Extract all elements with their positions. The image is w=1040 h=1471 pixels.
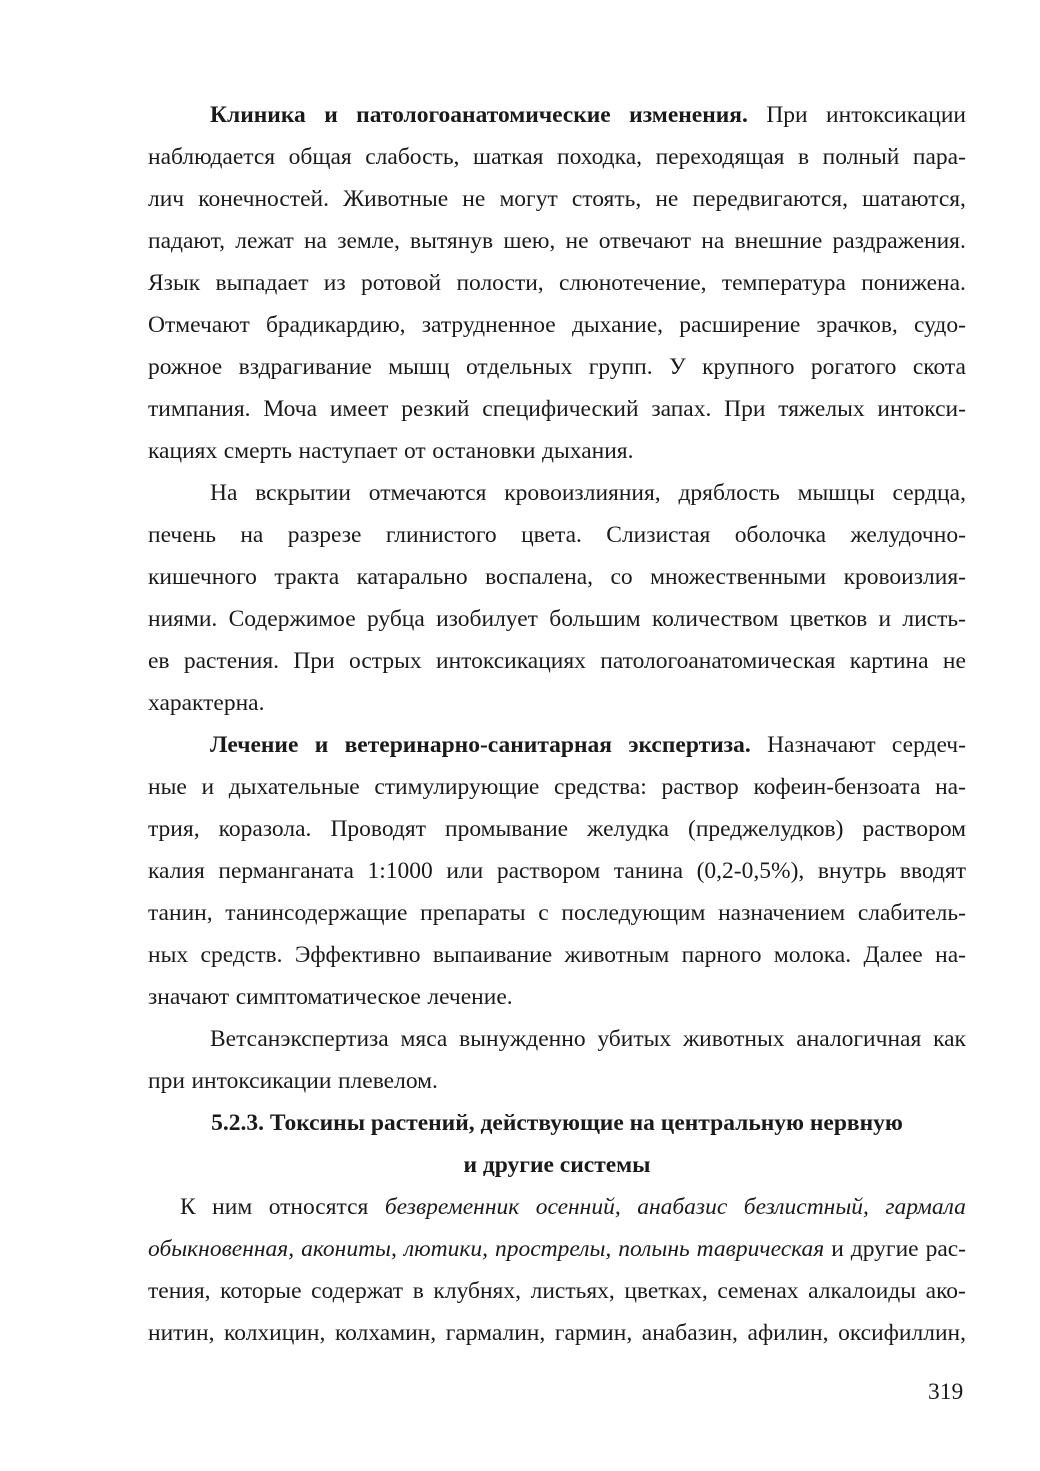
italic-word: лютики, [403, 1236, 488, 1262]
word: убитых [597, 1026, 672, 1052]
italic-word: анабазис [637, 1194, 728, 1220]
word: ные [148, 774, 187, 800]
word: тения, [148, 1278, 211, 1304]
word: Моча [263, 396, 318, 422]
word: афилин, [747, 1320, 829, 1346]
section-heading-word: Лечение [210, 732, 299, 758]
text-line [148, 1060, 966, 1102]
word: ных [148, 942, 189, 968]
word: шею, [503, 228, 556, 254]
word: ев [148, 648, 170, 674]
word: рубца [366, 606, 425, 632]
word: отвечают [598, 228, 692, 254]
word: остановки [432, 438, 536, 464]
italic-word: гармала [885, 1194, 966, 1220]
word: тяжелых [778, 396, 865, 422]
word: брадикардию, [265, 312, 406, 338]
word: печень [148, 522, 216, 548]
word: 1:1000 [367, 858, 433, 884]
word: наблюдается [148, 144, 276, 170]
word: интоксикации [826, 102, 966, 128]
word: цветках, [624, 1278, 708, 1304]
text-line [148, 388, 966, 430]
word: листьях, [530, 1278, 615, 1304]
word: слабость, [365, 144, 460, 170]
word: кровоизлияния, [504, 480, 661, 506]
text-line [148, 556, 966, 598]
word: колхицин, [224, 1320, 326, 1346]
text-line [148, 640, 966, 682]
word: земле, [337, 228, 400, 254]
text-line [148, 682, 966, 724]
word: Проводят [330, 816, 426, 842]
word: ним [212, 1194, 253, 1220]
word: шатаются, [862, 186, 966, 212]
word: расширение [679, 312, 801, 338]
section-heading-word: и [314, 732, 329, 758]
text-line [148, 724, 966, 766]
word: зрачков, [816, 312, 898, 338]
section-heading-word: изменения. [629, 102, 748, 128]
text-line [148, 766, 966, 808]
word: острых [349, 648, 422, 674]
word: гармалин, [445, 1320, 546, 1346]
word: резкий [401, 396, 470, 422]
word: сердца, [892, 480, 966, 506]
word: количеством [651, 606, 779, 632]
text-line [148, 892, 966, 934]
word: цвета. [521, 522, 582, 548]
word: ниями. [148, 606, 218, 632]
text-line [148, 514, 966, 556]
word: При [724, 396, 766, 422]
word: лечение. [427, 984, 513, 1010]
word: животных [682, 1026, 785, 1052]
word: слюнотечение, [558, 270, 707, 296]
word: патологоанатомическая [600, 648, 836, 674]
word: сердеч- [891, 732, 966, 758]
word: Животные [343, 186, 449, 212]
italic-word: прострелы, [494, 1236, 612, 1262]
word: (0,2-0,5%), [696, 858, 805, 884]
word: средства: [554, 774, 647, 800]
word: скота [912, 354, 966, 380]
word: падают, [148, 228, 226, 254]
word: тимпания. [148, 396, 251, 422]
word: в [412, 1278, 424, 1304]
word: ротовой [360, 270, 442, 296]
word: гармин, [554, 1320, 633, 1346]
text-line [148, 1312, 966, 1354]
word: (преджелудков) [688, 816, 844, 842]
word: На [210, 480, 238, 506]
page-number: 319 [928, 1379, 964, 1405]
word: кациях [148, 438, 218, 464]
section-heading-word: и [324, 102, 338, 128]
text-line [148, 262, 966, 304]
word: кофеин-бензоата [753, 774, 921, 800]
word: оксифиллин, [838, 1320, 966, 1346]
word: запах. [651, 396, 712, 422]
italic-word: безлистный, [743, 1194, 869, 1220]
word: листь- [902, 606, 966, 632]
word: раствором [862, 816, 966, 842]
word: пара- [912, 144, 966, 170]
italic-word: безвременник [384, 1194, 520, 1220]
word: вытянув [410, 228, 494, 254]
word: животным [564, 942, 670, 968]
word: с [538, 900, 549, 926]
word: лежат [235, 228, 294, 254]
word: от [403, 438, 426, 464]
word: При [766, 102, 808, 128]
word: клубнях, [433, 1278, 521, 1304]
word: растения. [183, 648, 280, 674]
text-line [148, 178, 966, 220]
text-line [148, 136, 966, 178]
word: разрезе [287, 522, 362, 548]
section-title: 5.2.3. Токсины растений, действующие на центральную нервную [211, 1110, 903, 1136]
page-body [148, 94, 966, 1354]
word: вскрытии [255, 480, 351, 506]
word: характерна. [148, 690, 265, 716]
word: из [323, 270, 346, 296]
word: передвигаются, [692, 186, 848, 212]
word: танина [613, 858, 684, 884]
word: Отмечают [148, 312, 250, 338]
section-heading-word: экспертиза. [628, 732, 751, 758]
word: отмечаются [368, 480, 487, 506]
word: дыхания. [542, 438, 634, 464]
word: полный [822, 144, 900, 170]
word: Эффективно [294, 942, 421, 968]
word: которые [220, 1278, 302, 1304]
word: не [462, 186, 486, 212]
word: семенах [717, 1278, 799, 1304]
word: последующим [561, 900, 706, 926]
word: переходящая [655, 144, 785, 170]
word: на- [935, 942, 966, 968]
word: не [942, 648, 966, 674]
italic-word: акониты, [301, 1236, 397, 1262]
word: калия [148, 858, 205, 884]
text-line [148, 304, 966, 346]
text-line [148, 346, 966, 388]
word: Язык [148, 270, 201, 296]
word: в [798, 144, 810, 170]
word: препараты [420, 900, 526, 926]
word: нитин, [148, 1320, 215, 1346]
word: Далее [863, 942, 923, 968]
word: и [831, 1236, 844, 1262]
word: желудка [587, 816, 669, 842]
word: содержат [311, 1278, 404, 1304]
word: выпаивание [432, 942, 553, 968]
word: множественными [650, 564, 827, 590]
word: полости, [456, 270, 544, 296]
word: дряблость [678, 480, 780, 506]
word: на [303, 228, 327, 254]
word: крупного [702, 354, 795, 380]
word: перманганата [218, 858, 354, 884]
word: аналогичная [796, 1026, 922, 1052]
word: конечностей. [198, 186, 329, 212]
word: интоксикации [191, 1068, 332, 1094]
word: смерть [223, 438, 292, 464]
word: кровоизлия- [843, 564, 966, 590]
word: относятся [268, 1194, 369, 1220]
text-line [148, 1018, 966, 1060]
word: симптоматическое [235, 984, 421, 1010]
word: ако- [925, 1278, 966, 1304]
word: Ветсанэкспертиза [210, 1026, 389, 1052]
word: У [669, 354, 686, 380]
word: групп. [588, 354, 653, 380]
word: мяса [400, 1026, 448, 1052]
text-line [148, 1270, 966, 1312]
word: желудочно- [850, 522, 966, 548]
word: и [201, 774, 215, 800]
word: раздражения. [832, 228, 966, 254]
word: воспалена, [485, 564, 594, 590]
word: катарально [356, 564, 468, 590]
word: имеет [329, 396, 389, 422]
word: вздрагивание [238, 354, 372, 380]
text-line [148, 1186, 966, 1228]
word: цветков [789, 606, 868, 632]
word: значают [148, 984, 230, 1010]
word: промывание [445, 816, 569, 842]
word: алкалоиды [808, 1278, 917, 1304]
word: рогатого [810, 354, 897, 380]
word: оболочка [734, 522, 827, 548]
word: другие [850, 1236, 919, 1262]
text-line [148, 934, 966, 976]
word: изобилует [436, 606, 538, 632]
word: средств. [200, 942, 283, 968]
italic-word: полынь [618, 1236, 690, 1262]
word: как [933, 1026, 966, 1052]
word: анабазин, [641, 1320, 738, 1346]
word: плевелом. [337, 1068, 438, 1094]
text-line [148, 472, 966, 514]
word: специфический [482, 396, 639, 422]
word: кишечного [148, 564, 257, 590]
word: при [148, 1068, 185, 1094]
word: дыхание, [571, 312, 664, 338]
word: танин, [148, 900, 213, 926]
word: или [446, 858, 484, 884]
word: внешние [734, 228, 823, 254]
italic-word: таврическая [696, 1236, 825, 1262]
word: на- [935, 774, 966, 800]
word: дыхательные [228, 774, 360, 800]
word: не [565, 228, 589, 254]
word: парного [681, 942, 762, 968]
word: могут [499, 186, 558, 212]
text-line [148, 850, 966, 892]
word: коразола. [218, 816, 312, 842]
word: со [610, 564, 633, 590]
section-heading-word: ветеринарно-санитарная [344, 732, 612, 758]
text-line [148, 430, 966, 472]
text-line [148, 220, 966, 262]
word: При [293, 648, 335, 674]
word: не [655, 186, 679, 212]
word: танинсодержащие [225, 900, 408, 926]
section-title-continued: и другие системы [463, 1152, 651, 1178]
word: большим [549, 606, 641, 632]
section-heading-word: Клиника [210, 102, 306, 128]
text-line [148, 94, 966, 136]
word: и [878, 606, 892, 632]
word: вынужденно [459, 1026, 586, 1052]
word: затрудненное [421, 312, 556, 338]
text-line [148, 808, 966, 850]
word: К [180, 1194, 196, 1220]
word: на [701, 228, 725, 254]
word: рас- [925, 1236, 966, 1262]
section-heading-word: патологоанатомические [356, 102, 611, 128]
text-line [148, 1228, 966, 1270]
word: Содержимое [228, 606, 356, 632]
word: общая [288, 144, 352, 170]
word: походка, [557, 144, 643, 170]
word: отдельных [465, 354, 573, 380]
word: судо- [914, 312, 966, 338]
word: трия, [148, 816, 200, 842]
word: Слизистая [606, 522, 711, 548]
word: вводят [899, 858, 966, 884]
word: молока. [773, 942, 852, 968]
word: Назначают [767, 732, 876, 758]
italic-word: осенний, [535, 1194, 621, 1220]
word: внутрь [817, 858, 887, 884]
word: тракта [274, 564, 340, 590]
word: понижена. [861, 270, 966, 296]
word: раствор [661, 774, 739, 800]
word: назначением [718, 900, 846, 926]
text-line [148, 598, 966, 640]
word: мышцы [797, 480, 875, 506]
word: лич [148, 186, 185, 212]
word: стимулирующие [374, 774, 540, 800]
word: рожное [148, 354, 223, 380]
word: интоксикациях [436, 648, 586, 674]
word: температура [721, 270, 846, 296]
word: слабитель- [857, 900, 966, 926]
word: колхамин, [334, 1320, 437, 1346]
word: раствором [496, 858, 601, 884]
word: шаткая [472, 144, 544, 170]
word: на [240, 522, 264, 548]
word: мышц [388, 354, 450, 380]
word: интокси- [877, 396, 966, 422]
word: глинистого [385, 522, 497, 548]
word: стоять, [571, 186, 642, 212]
word: выпадает [215, 270, 309, 296]
word: наступает [298, 438, 398, 464]
word: картина [849, 648, 929, 674]
italic-word: обыкновенная, [148, 1236, 295, 1262]
text-line [148, 976, 966, 1018]
